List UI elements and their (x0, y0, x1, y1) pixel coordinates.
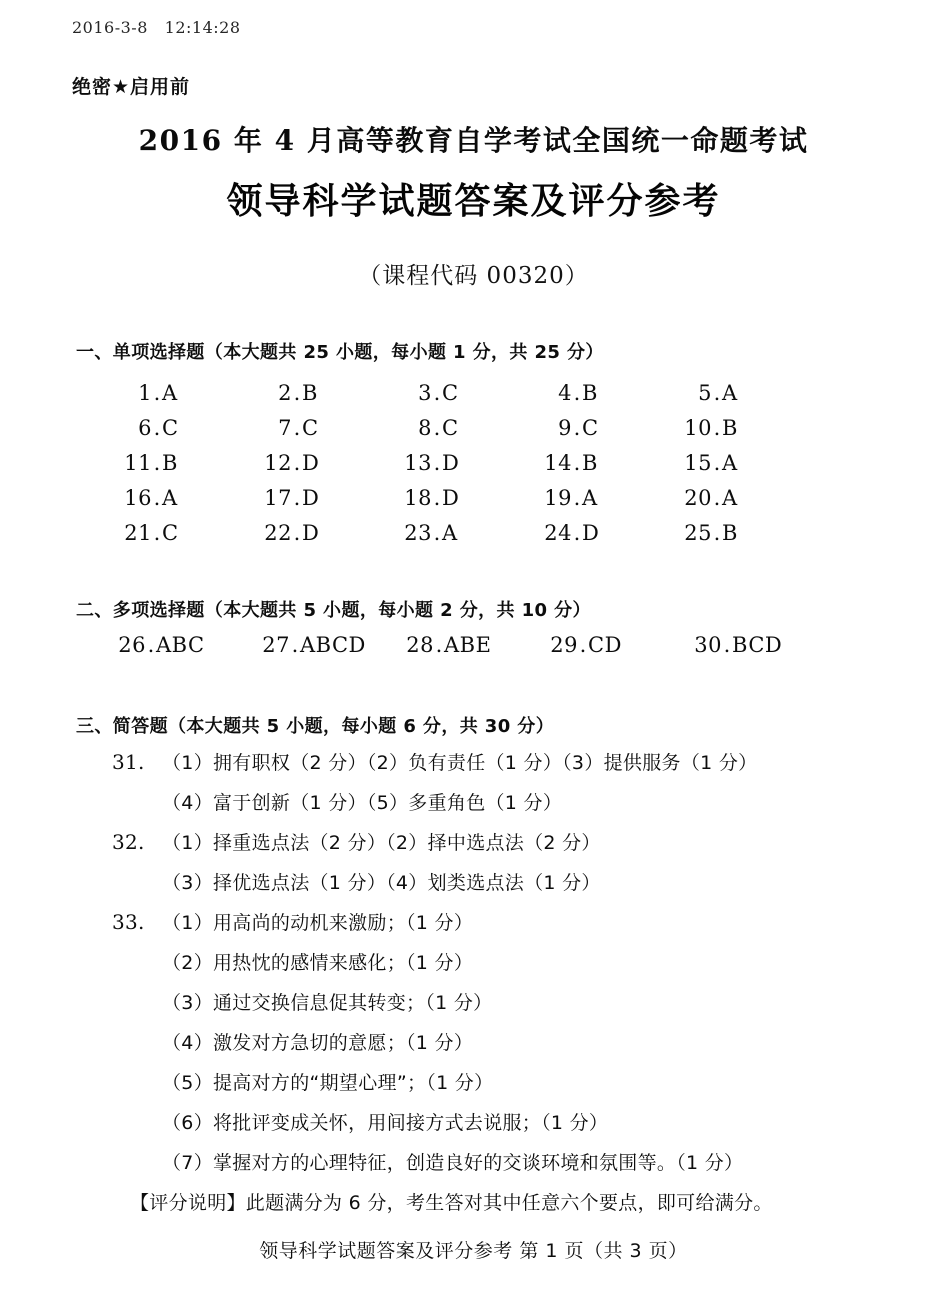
answer-number: 22 (264, 520, 292, 545)
answer-item (532, 521, 672, 545)
answer-number: 1 (138, 380, 152, 405)
answer-number: 10 (684, 415, 712, 440)
answer-value: A (722, 485, 738, 510)
answer-separator: . (153, 380, 161, 405)
answer-item (672, 486, 812, 510)
section-heading-short-answer: 三、简答题（本大题共 5 小题，每小题 6 分，共 30 分） (76, 716, 555, 737)
answer-separator: . (723, 633, 731, 657)
answer-number: 30 (694, 633, 722, 657)
answer-number: 24 (544, 520, 572, 545)
answer-value: D (302, 450, 320, 475)
answer-value: A (442, 520, 458, 545)
multi-choice-answer-row (112, 633, 832, 657)
answer-item (252, 521, 392, 545)
answer-number: 26 (118, 633, 146, 657)
answer-item (532, 381, 672, 405)
answer-value: C (442, 415, 459, 440)
short-answer-line (112, 1148, 912, 1188)
answer-number: 2 (278, 380, 292, 405)
answer-row (112, 375, 812, 410)
answer-value: CD (588, 633, 622, 657)
answer-item (112, 633, 256, 657)
single-choice-answer-grid (112, 375, 812, 550)
answer-separator: . (433, 450, 441, 475)
answer-separator: . (153, 415, 161, 440)
answer-item (256, 633, 400, 657)
answer-item (252, 381, 392, 405)
answer-value: C (162, 520, 179, 545)
answer-item (112, 486, 252, 510)
answer-number: 4 (558, 380, 572, 405)
answer-separator: . (433, 520, 441, 545)
answer-separator: . (573, 485, 581, 510)
answer-number: 17 (264, 485, 292, 510)
title-block (0, 124, 947, 290)
answer-separator: . (713, 380, 721, 405)
short-answer-text: （4）激发对方急切的意愿；（1 分） (162, 1032, 474, 1054)
answer-number: 27 (262, 633, 290, 657)
page-title: 领导科学试题答案及评分参考 (226, 180, 721, 222)
answer-value: C (442, 380, 459, 405)
answer-value: A (162, 380, 178, 405)
answer-item (112, 416, 252, 440)
answer-number: 29 (550, 633, 578, 657)
answer-separator: . (293, 450, 301, 475)
short-answer-line (112, 948, 912, 988)
answer-item (544, 633, 688, 657)
answer-number: 3 (418, 380, 432, 405)
answer-separator: . (153, 520, 161, 545)
answer-number: 19 (544, 485, 572, 510)
course-code: （课程代码 00320） (358, 262, 589, 289)
short-answer-line (112, 1068, 912, 1108)
question-number: 32. (112, 830, 145, 854)
answer-value: A (722, 380, 738, 405)
scoring-note: 【评分说明】此题满分为 6 分，考生答对其中任意六个要点，即可给满分。 (130, 1192, 773, 1214)
answer-number: 23 (404, 520, 432, 545)
answer-separator: . (293, 520, 301, 545)
answer-separator: . (293, 415, 301, 440)
secrecy-mark: 绝密★启用前 (72, 76, 191, 98)
short-answer-text: （6）将批评变成关怀，用间接方式去说服；（1 分） (162, 1112, 609, 1134)
short-answer-line (112, 748, 912, 788)
answer-item (672, 416, 812, 440)
answer-separator: . (433, 380, 441, 405)
short-answer-text: （3）通过交换信息促其转变；（1 分） (162, 992, 493, 1014)
answer-separator: . (435, 633, 443, 657)
answer-value: A (162, 485, 178, 510)
answer-number: 18 (404, 485, 432, 510)
answer-row (112, 515, 812, 550)
answer-number: 15 (684, 450, 712, 475)
answer-item (532, 486, 672, 510)
short-answer-line (112, 988, 912, 1028)
answer-item (252, 416, 392, 440)
answer-number: 7 (278, 415, 292, 440)
answer-item (688, 633, 832, 657)
answer-value: D (442, 485, 460, 510)
answer-value: B (582, 450, 598, 475)
answer-value: B (582, 380, 598, 405)
answer-item (252, 451, 392, 475)
scan-timestamp: 2016-3-8 12:14:28 (72, 18, 241, 37)
answer-separator: . (573, 380, 581, 405)
question-number: 31. (112, 750, 145, 774)
answer-item (112, 521, 252, 545)
answer-separator: . (573, 415, 581, 440)
answer-item (112, 451, 252, 475)
answer-item (532, 451, 672, 475)
answer-number: 21 (124, 520, 152, 545)
short-answer-line (112, 868, 912, 908)
answer-separator: . (713, 520, 721, 545)
answer-item (400, 633, 544, 657)
answer-item (252, 486, 392, 510)
answer-value: D (302, 485, 320, 510)
section-heading-single-choice: 一、单项选择题（本大题共 25 小题，每小题 1 分，共 25 分） (76, 342, 604, 363)
answer-separator: . (293, 380, 301, 405)
answer-separator: . (293, 485, 301, 510)
answer-row (112, 480, 812, 515)
answer-separator: . (433, 415, 441, 440)
answer-number: 13 (404, 450, 432, 475)
section-heading-multi-choice: 二、多项选择题（本大题共 5 小题，每小题 2 分，共 10 分） (76, 600, 591, 621)
answer-separator: . (433, 485, 441, 510)
answer-value: D (582, 520, 600, 545)
answer-value: BCD (732, 633, 783, 657)
short-answer-line (112, 1028, 912, 1068)
short-answer-text: （1）择重选点法（2 分）（2）择中选点法（2 分） (162, 832, 601, 854)
answer-separator: . (713, 485, 721, 510)
answer-value: B (722, 520, 738, 545)
answer-separator: . (291, 633, 299, 657)
page-footer: 领导科学试题答案及评分参考 第 1 页（共 3 页） (259, 1240, 688, 1262)
answer-separator: . (153, 485, 161, 510)
answer-item (392, 451, 532, 475)
answer-separator: . (573, 520, 581, 545)
answer-item (392, 416, 532, 440)
answer-value: ABCD (300, 633, 366, 657)
answer-number: 11 (124, 450, 152, 475)
answer-item (672, 521, 812, 545)
exam-name-line: 2016 年 4 月高等教育自学考试全国统一命题考试 (138, 124, 809, 157)
answer-separator: . (579, 633, 587, 657)
short-answer-text: （2）用热忱的感情来感化；（1 分） (162, 952, 474, 974)
answer-number: 5 (698, 380, 712, 405)
short-answer-text: （1）用高尚的动机来激励；（1 分） (162, 912, 474, 934)
answer-value: D (442, 450, 460, 475)
answer-number: 6 (138, 415, 152, 440)
short-answer-text: （7）掌握对方的心理特征，创造良好的交谈环境和氛围等。（1 分） (162, 1152, 744, 1174)
answer-item (112, 381, 252, 405)
answer-number: 14 (544, 450, 572, 475)
answer-item (532, 416, 672, 440)
answer-value: ABE (444, 633, 492, 657)
answer-number: 12 (264, 450, 292, 475)
answer-value: B (162, 450, 178, 475)
answer-value: D (302, 520, 320, 545)
answer-separator: . (147, 633, 155, 657)
answer-value: A (582, 485, 598, 510)
answer-number: 25 (684, 520, 712, 545)
short-answer-text: （5）提高对方的“期望心理”；（1 分） (162, 1072, 494, 1094)
answer-separator: . (713, 450, 721, 475)
answer-row (112, 445, 812, 480)
answer-value: C (302, 415, 319, 440)
answer-value: ABC (156, 633, 205, 657)
answer-item (392, 486, 532, 510)
answer-number: 16 (124, 485, 152, 510)
answer-item (672, 381, 812, 405)
short-answer-block (112, 748, 912, 1228)
answer-value: C (162, 415, 179, 440)
short-answer-line (112, 828, 912, 868)
answer-item (392, 521, 532, 545)
answer-separator: . (713, 415, 721, 440)
answer-value: A (722, 450, 738, 475)
answer-number: 28 (406, 633, 434, 657)
short-answer-text: （1）拥有职权（2 分）（2）负有责任（1 分）（3）提供服务（1 分） (162, 752, 758, 774)
answer-row (112, 410, 812, 445)
answer-number: 20 (684, 485, 712, 510)
answer-value: B (722, 415, 738, 440)
answer-item (392, 381, 532, 405)
answer-number: 9 (558, 415, 572, 440)
answer-separator: . (153, 450, 161, 475)
answer-value: C (582, 415, 599, 440)
answer-value: B (302, 380, 318, 405)
short-answer-text: （3）择优选点法（1 分）（4）划类选点法（1 分） (162, 872, 601, 894)
answer-item (672, 451, 812, 475)
answer-separator: . (573, 450, 581, 475)
question-number: 33. (112, 910, 145, 934)
short-answer-line (112, 788, 912, 828)
answer-number: 8 (418, 415, 432, 440)
short-answer-line (112, 908, 912, 948)
short-answer-line (112, 1108, 912, 1148)
short-answer-text: （4）富于创新（1 分）（5）多重角色（1 分） (162, 792, 563, 814)
